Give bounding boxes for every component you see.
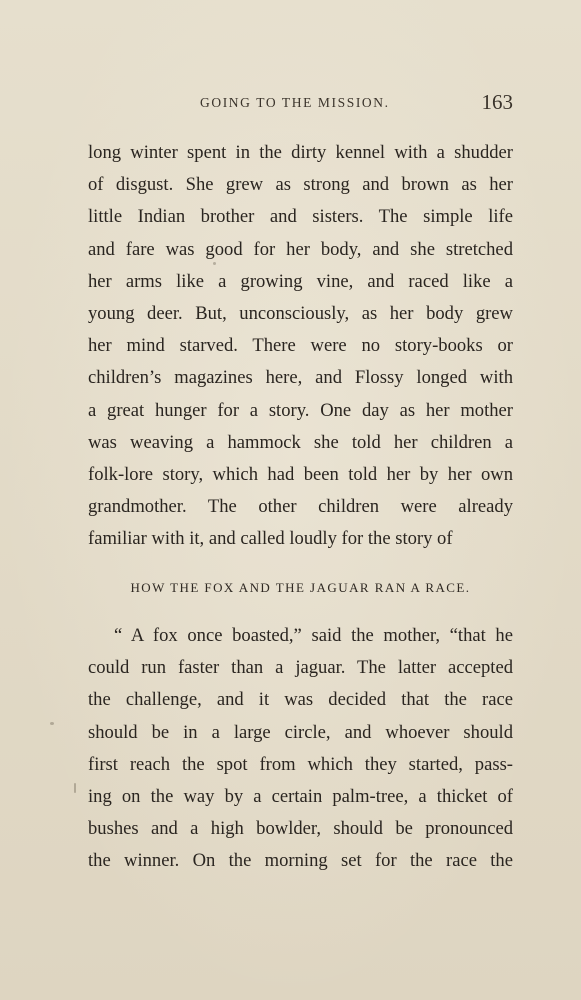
paper-speck bbox=[50, 722, 54, 725]
text-line: folk-lore story, which had been told her by her own bbox=[88, 463, 513, 485]
text-line: little Indian brother and sisters. The simple life bbox=[88, 206, 513, 228]
text-line: should be in a large circle, and whoever should bbox=[88, 721, 513, 743]
text-line: long winter spent in the dirty kennel with a shudder bbox=[88, 142, 513, 163]
text-line: children’s magazines here, and Flossy longed with bbox=[88, 367, 513, 389]
text-line: her mind starved. There were no story-books or bbox=[88, 335, 513, 357]
text-line: could run faster than a jaguar. The latter accepted bbox=[88, 657, 513, 679]
paragraph-1 bbox=[88, 137, 513, 555]
paragraph-2 bbox=[88, 620, 513, 878]
text-line: grandmother. The other children were already bbox=[88, 496, 513, 518]
text-line: first reach the spot from which they started, pass- bbox=[88, 753, 513, 775]
text-line: familiar with it, and called loudly for the story of bbox=[88, 528, 453, 550]
text-line: the winner. On the morning set for the race the bbox=[88, 850, 513, 872]
text-line: and fare was good for her body, and she stretched bbox=[88, 238, 513, 260]
paper-speck bbox=[213, 262, 216, 265]
text-line: “ A fox once boasted,” said the mother, “that he bbox=[114, 625, 513, 646]
text-line: her arms like a growing vine, and raced like a bbox=[88, 270, 513, 292]
section-heading: HOW THE FOX AND THE JAGUAR RAN A RACE. bbox=[130, 580, 471, 595]
text-line: was weaving a hammock she told her children a bbox=[88, 431, 513, 453]
page-number: 163 bbox=[481, 90, 513, 114]
text-line: young deer. But, unconsciously, as her body grew bbox=[88, 302, 513, 324]
text-line: a great hunger for a story. One day as her mother bbox=[88, 399, 513, 421]
text-line: of disgust. She grew as strong and brown as her bbox=[88, 174, 513, 196]
paper-speck bbox=[74, 783, 76, 793]
text-line: bushes and a high bowlder, should be pronounced bbox=[88, 818, 513, 840]
text-line: ing on the way by a certain palm-tree, a thicket of bbox=[88, 785, 513, 807]
text-line: the challenge, and it was decided that the race bbox=[88, 689, 513, 711]
running-head bbox=[88, 92, 513, 116]
running-title: GOING TO THE MISSION. bbox=[200, 95, 390, 110]
